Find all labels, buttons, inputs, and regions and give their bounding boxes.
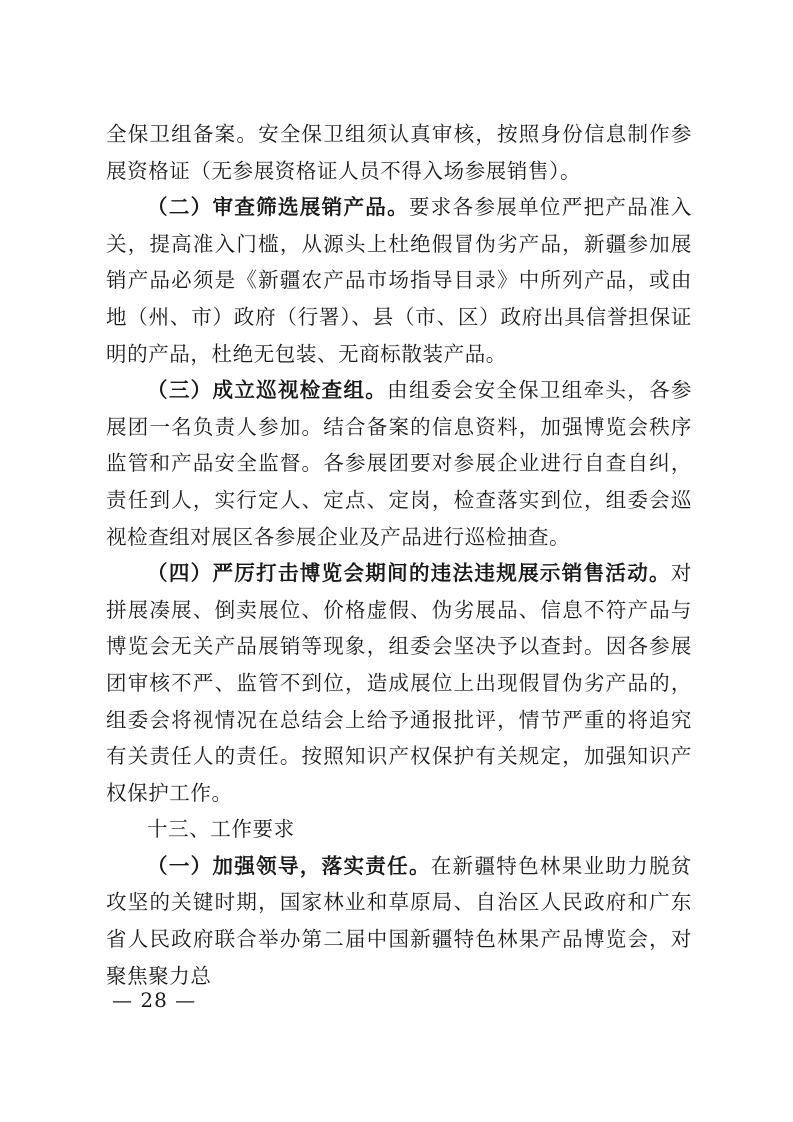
paragraph-heading: （四）严厉打击博览会期间的违法违规展示销售活动。	[147, 561, 671, 586]
paragraph-text: 在新疆特色林果业助力脱贫攻坚的关键时期，国家林业和草原局、自治区人民政府和广东省人民政府联合举办第二届中国新疆特色林果产品博览会，对聚焦聚力总	[106, 853, 692, 988]
body-text	[106, 116, 692, 994]
paragraph-item-2	[106, 189, 692, 372]
paragraph-text: 对拼展凑展、倒卖展位、价格虚假、伪劣展品、信息不符产品与博览会无关产品展销等现象，组委会坚决予以查封。因各参展团审核不严、监管不到位，造成展位上出现假冒伪劣产品的，组委会将视情况在总结会上给予通报批评，情节严重的将追究有关责任人的责任。按照知识产权保护有关规定，加强知识产权保护工作。	[106, 561, 692, 805]
section-heading: 十三、工作要求	[147, 817, 295, 842]
paragraph-item-3	[106, 372, 692, 555]
paragraph-heading: （一）加强领导，落实责任。	[147, 853, 431, 878]
paragraph-text: 全保卫组备案。安全保卫组须认真审核，按照身份信息制作参展资格证（无参展资格证人员不得入场参展销售）。	[106, 122, 692, 183]
paragraph-final	[106, 848, 692, 994]
paragraph-heading: （三）成立巡视检查组。	[147, 378, 388, 403]
paragraph-text: 由组委会安全保卫组牵头，各参展团一名负责人参加。结合备案的信息资料，加强博览会秩序监管和产品安全监督。各参展团要对参展企业进行自查自纠，责任到人，实行定人、定点、定岗，检查落实到位，组委会巡视检查组对展区各参展企业及产品进行巡检抽查。	[106, 378, 692, 549]
paragraph-heading: （二）审查筛选展销产品。	[147, 195, 409, 220]
paragraph-continuation	[106, 116, 692, 189]
page-number: — 28 —	[112, 988, 197, 1012]
paragraph-item-4	[106, 555, 692, 811]
paragraph-text: 要求各参展单位严把产品准入关，提高准入门槛，从源头上杜绝假冒伪劣产品，新疆参加展销产品必须是《新疆农产品市场指导目录》中所列产品，或由地（州、市）政府（行署）、县（市、区）政府出具信誉担保证明的产品，杜绝无包装、无商标散装产品。	[106, 195, 692, 366]
